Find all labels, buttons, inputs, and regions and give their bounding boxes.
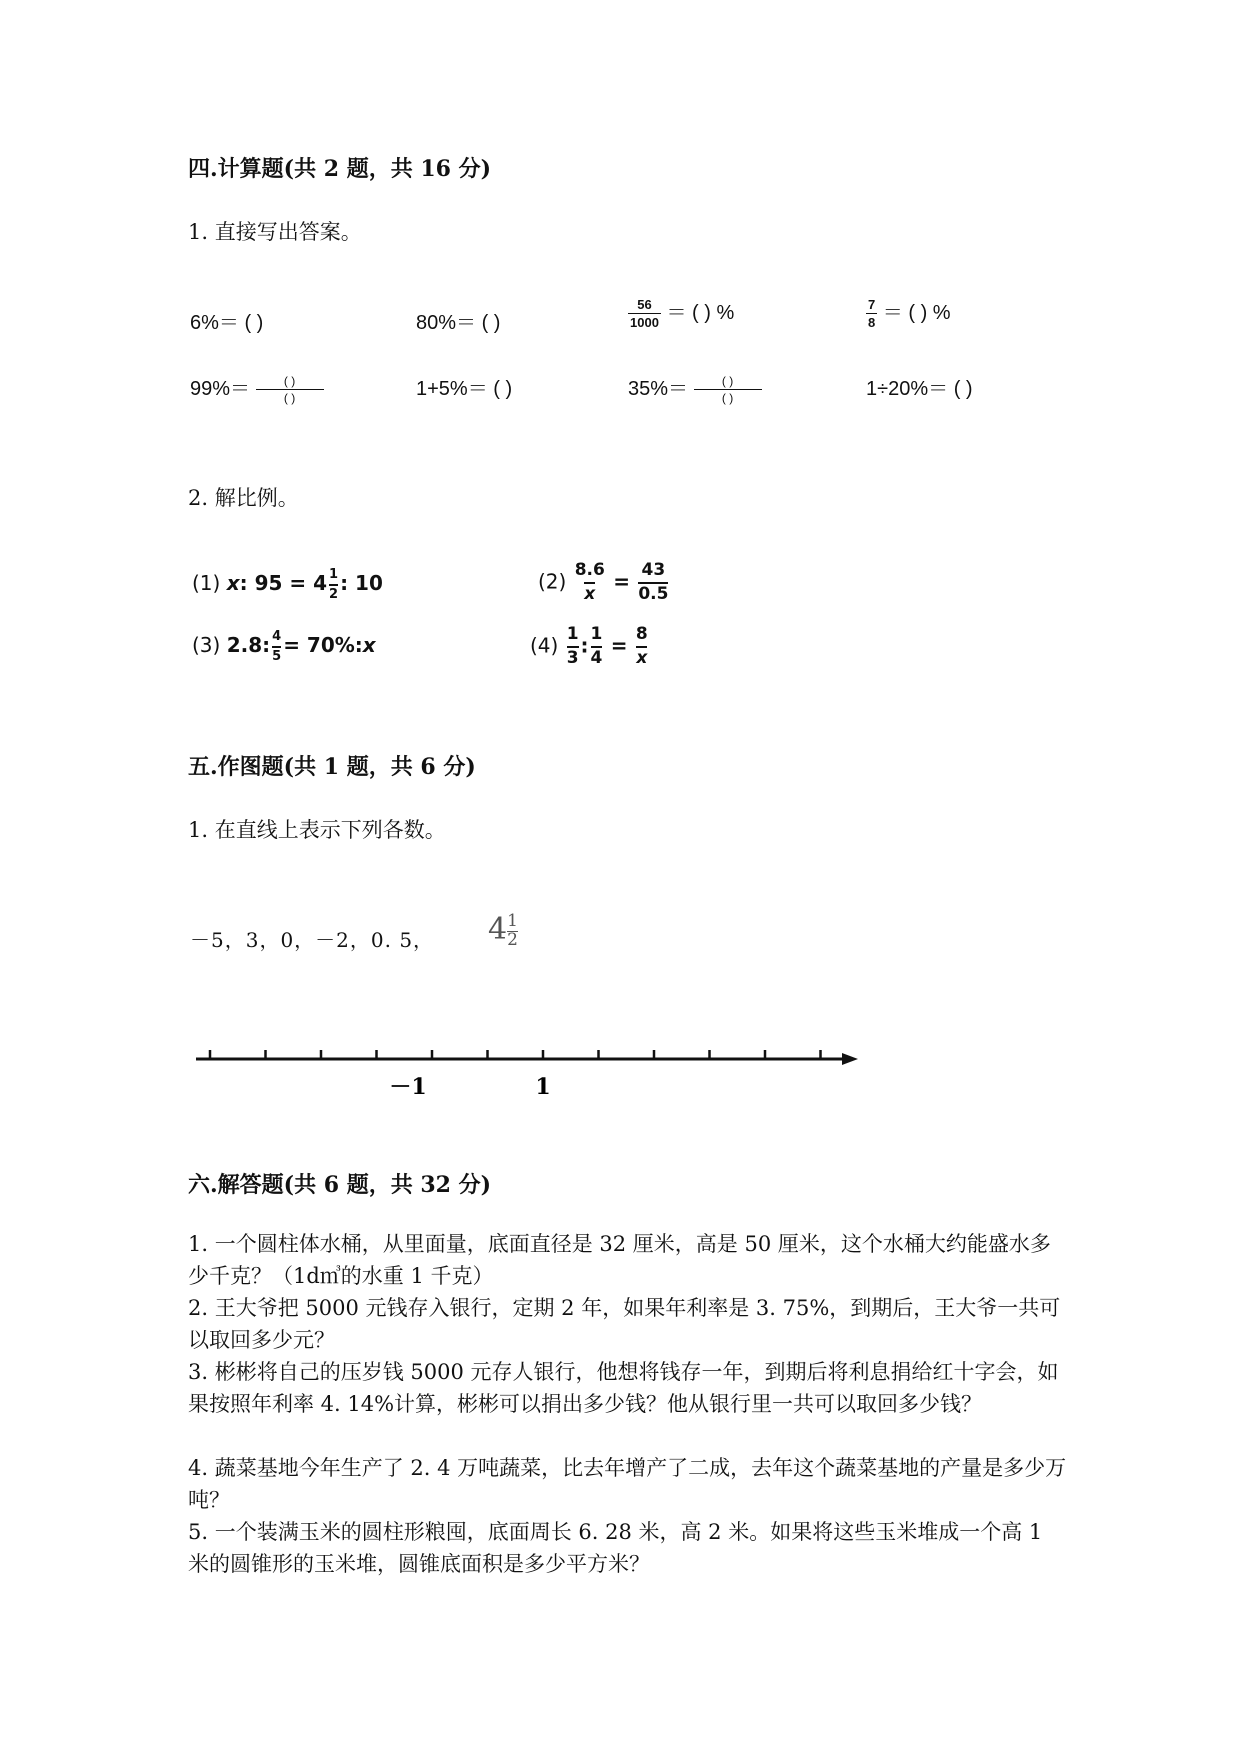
number-line-arrow (842, 1053, 858, 1065)
number-line (190, 1040, 870, 1100)
section-5-heading: 五.作图题(共 1 题，共 6 分) (188, 754, 476, 780)
mixed-number-num: 1 (507, 910, 518, 931)
calc-d-right: ＝ ( ) % (882, 302, 951, 324)
proportion-4-cn: 8 (635, 624, 648, 644)
calc-g-left: 35%＝ (628, 378, 689, 400)
mixed-number-fraction (507, 910, 518, 950)
calc-c-right: ＝ ( ) % (666, 302, 735, 324)
section-6-heading: 六.解答题(共 6 题，共 32 分) (188, 1172, 492, 1198)
tick-label-pos1: 1 (535, 1074, 551, 1100)
proportion-3-lead: 2.8: (226, 633, 271, 658)
proportion-4-label: (4) (530, 633, 559, 658)
mixed-number-den: 2 (507, 929, 518, 950)
proportion-2-label: (2) (538, 569, 567, 594)
q4-2-prompt: 2. 解比例。 (188, 486, 299, 510)
calc-c-fraction (628, 298, 661, 329)
proportion-4-an: 1 (566, 624, 579, 644)
calc-d-num: 7 (868, 297, 876, 313)
proportion-4-frac-c (636, 626, 648, 668)
calc-e-left: 99%＝ (190, 378, 251, 400)
proportion-2-rd: 0.5 (638, 583, 669, 604)
calc-item-a (190, 306, 263, 335)
proportion-3-fraction (272, 630, 281, 663)
proportion-3-fd: 5 (272, 646, 281, 664)
calc-item-h (866, 372, 973, 401)
proportion-1-tail: : 10 (340, 571, 383, 596)
proportion-1-fd: 2 (329, 584, 338, 602)
proportion-2-eq: = (613, 569, 630, 594)
tick-label-neg1: －1 (389, 1074, 427, 1100)
section-4-heading: 四.计算题(共 2 题，共 16 分) (188, 156, 492, 182)
answer-question-1: 1. 一个圆柱体水桶，从里面量，底面直径是 32 厘米，高是 50 厘米，这个水桶大约能盛水多少千克？（1d㎥的水重 1 千克） (188, 1232, 1051, 1288)
proportion-3-label: (3) (192, 633, 221, 658)
proportion-2-right-fraction (638, 562, 668, 604)
calc-item-c (628, 296, 734, 329)
calc-item-g (628, 372, 762, 404)
proportion-3-fn: 4 (272, 629, 282, 644)
proportion-4-colon: : (580, 633, 589, 658)
proportion-2-ld: x (584, 583, 596, 604)
calc-f-left: 1+5%＝ (416, 378, 488, 400)
calc-h-blank: ( ) (953, 378, 973, 400)
proportion-1 (192, 568, 383, 601)
proportion-4-frac-b (591, 626, 603, 668)
proportion-1-mid: : 95 = 4 (239, 571, 328, 596)
proportion-1-label: (1) (192, 571, 221, 596)
calc-c-num: 56 (637, 297, 652, 313)
calc-e-den: ( ) (256, 389, 324, 404)
q5-1-prompt: 1. 在直线上表示下列各数。 (188, 818, 446, 842)
proportion-1-fraction (329, 568, 338, 601)
proportion-3-tail: = 70%: (283, 633, 363, 658)
numbers-to-plot: －5，3，0，－2，0. 5， (190, 928, 435, 952)
proportion-3-var: x (362, 633, 376, 658)
calc-f-blank: ( ) (493, 378, 513, 400)
calc-item-f (416, 372, 512, 401)
calc-item-e (190, 372, 324, 404)
answer-question-2: 2. 王大爷把 5000 元钱存入银行，定期 2 年，如果年利率是 3. 75%，到期后，王大爷一共可以取回多少元？ (188, 1296, 1061, 1352)
proportion-2-ln: 8.6 (574, 560, 605, 580)
proportion-1-fn: 1 (329, 567, 339, 582)
calc-d-den: 8 (868, 315, 876, 331)
proportion-1-var: x (226, 571, 240, 596)
answer-question-5: 5. 一个装满玉米的圆柱形粮囤，底面周长 6. 28 米，高 2 米。如果将这些玉米堆成一个高 1 米的圆锥形的玉米堆，圆锥底面积是多少平方米？ (188, 1520, 1043, 1576)
calc-g-fraction (694, 375, 762, 404)
q4-1-prompt: 1. 直接写出答案。 (188, 220, 362, 244)
proportion-4-cd: x (636, 647, 648, 668)
calc-c-den: 1000 (630, 315, 659, 331)
answer-question-3: 3. 彬彬将自己的压岁钱 5000 元存人银行，他想将钱存一年，到期后将利息捐给红十字会，如果按照年利率 4. 14%计算，彬彬可以捐出多少钱？他从银行里一共可以取回多少钱？ (188, 1360, 1059, 1416)
proportion-4 (530, 626, 650, 668)
calc-d-fraction (866, 298, 877, 329)
proportion-2 (538, 562, 670, 604)
proportion-4-bn: 1 (590, 624, 603, 644)
calc-e-num: ( ) (283, 374, 296, 389)
calc-a-blank: ( ) (244, 312, 264, 334)
mixed-number-whole: 4 (488, 912, 508, 947)
calc-e-fraction (256, 375, 324, 404)
proportion-2-left-fraction (575, 562, 605, 604)
answer-question-4: 4. 蔬菜基地今年生产了 2. 4 万吨蔬菜，比去年增产了二成，去年这个蔬菜基地的产量是多少万吨？ (188, 1456, 1067, 1512)
calc-item-b (416, 306, 500, 335)
calc-g-den: ( ) (694, 389, 762, 404)
proportion-2-rn: 43 (641, 560, 666, 580)
proportion-3 (192, 630, 376, 663)
calc-h-left: 1÷20%＝ (866, 378, 949, 400)
calc-g-num: ( ) (721, 374, 734, 389)
calc-b-blank: ( ) (481, 312, 501, 334)
calc-a-left: 6%＝ (190, 312, 239, 334)
proportion-4-bd: 4 (590, 647, 603, 668)
mixed-number (488, 912, 518, 949)
calc-item-d (866, 296, 951, 329)
proportion-4-ad: 3 (566, 647, 579, 668)
calc-b-left: 80%＝ (416, 312, 477, 334)
proportion-4-frac-a (567, 626, 579, 668)
proportion-4-eq: = (610, 633, 628, 658)
